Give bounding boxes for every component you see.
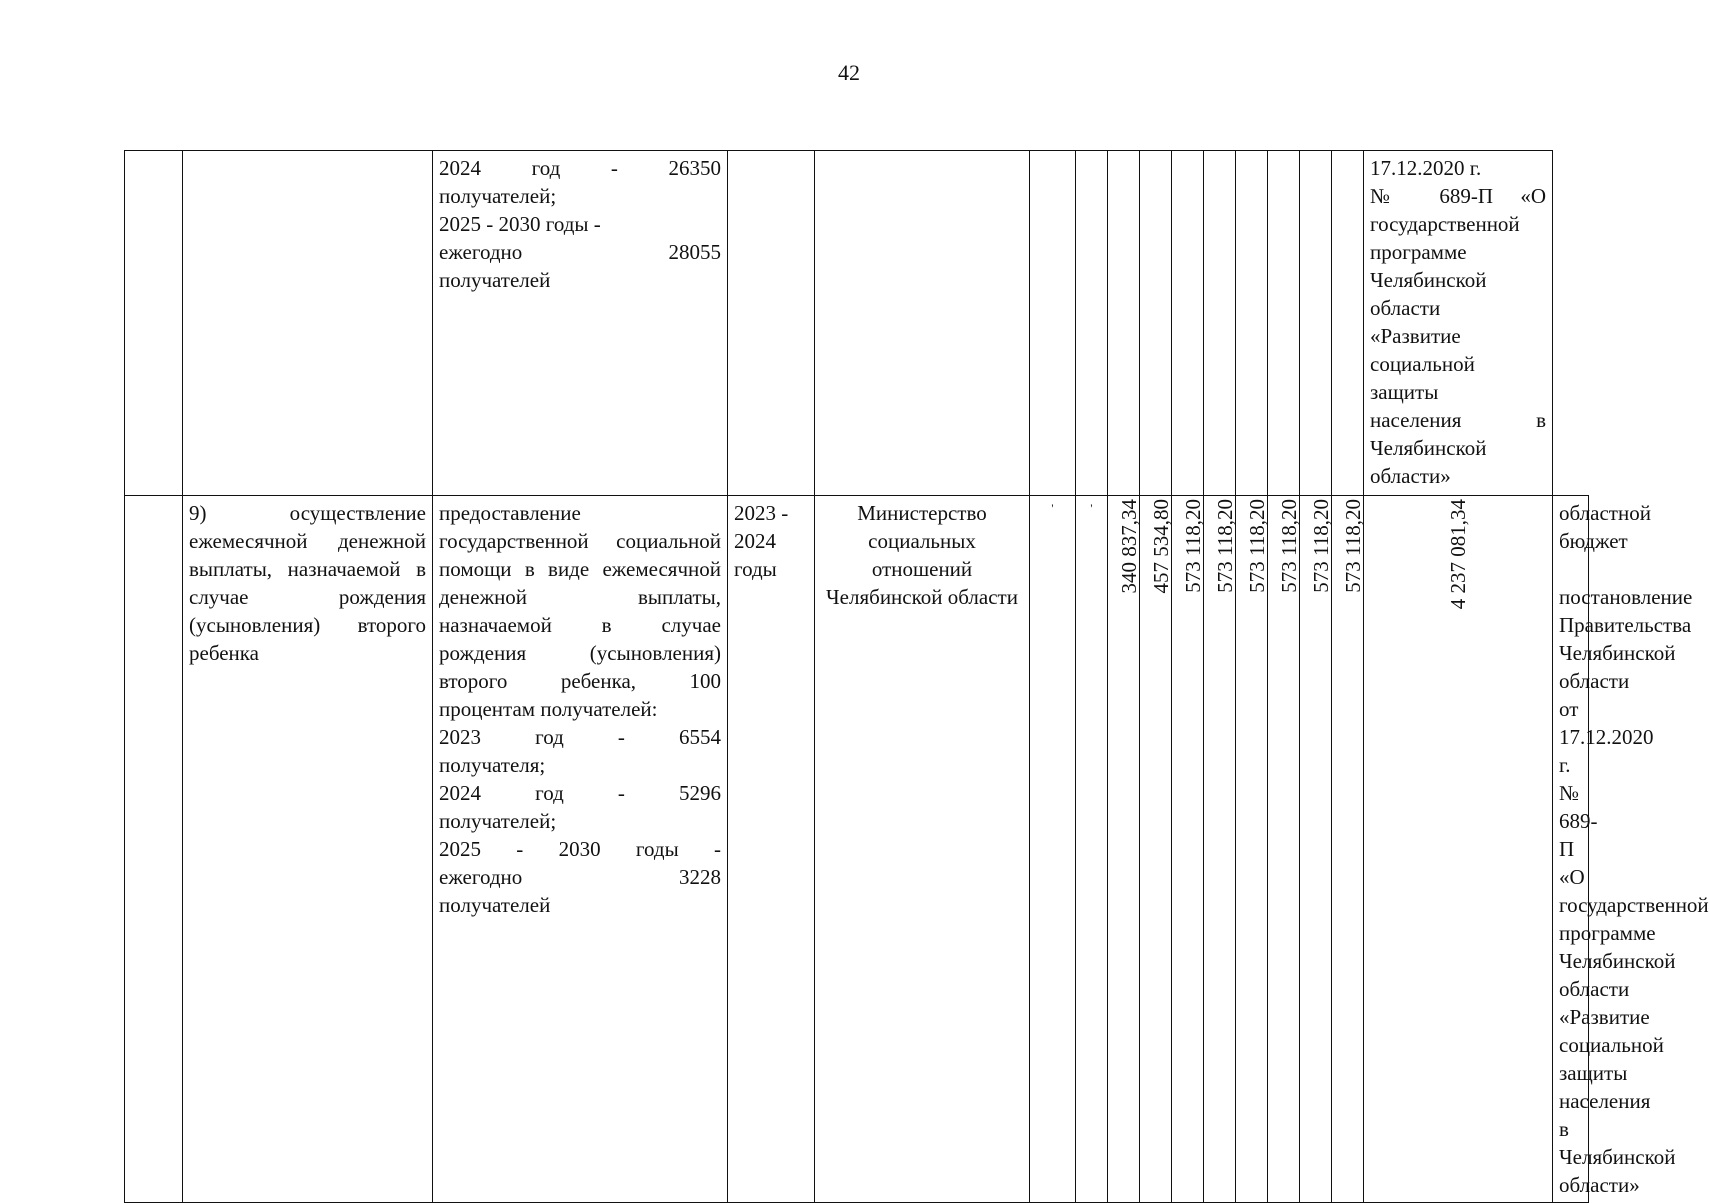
- basis-line: населения в: [1370, 408, 1546, 432]
- basis-line: Челябинской: [1370, 268, 1487, 292]
- mark-cell: [1030, 496, 1076, 1203]
- basis-line: «Развитие: [1559, 1005, 1650, 1029]
- amount-cell: [1108, 496, 1140, 1203]
- mark-cell: [1076, 496, 1108, 1203]
- dash-mark: ': [1090, 501, 1093, 515]
- basis-line: социальной: [1559, 1033, 1664, 1057]
- period-line: годы: [734, 557, 777, 581]
- basis-line: Челябинской: [1559, 641, 1676, 665]
- amount-cell: [1140, 151, 1172, 496]
- executor-cell: [815, 151, 1030, 496]
- basis-line: Челябинской: [1559, 1145, 1676, 1169]
- period-cell: [728, 496, 815, 1203]
- basis-line: Челябинской: [1370, 436, 1487, 460]
- table-row-continuation: [125, 151, 1589, 496]
- basis-line: постановление: [1559, 585, 1693, 609]
- amount-value: 573 118,20: [1245, 499, 1269, 593]
- amount-cell: [1268, 496, 1300, 1203]
- basis-line: области от: [1559, 669, 1630, 721]
- program-table: [124, 150, 1709, 1203]
- indicator-line: получателей: [439, 268, 551, 292]
- basis-line: 17.12.2020 г.: [1559, 725, 1654, 777]
- amount-cell: [1300, 151, 1332, 496]
- basis-line: «Развитие: [1370, 324, 1461, 348]
- number-cell: [125, 496, 183, 1203]
- basis-line: области: [1559, 977, 1630, 1001]
- amount-value: 340 837,34: [1117, 499, 1141, 594]
- amount-cell: [1172, 151, 1204, 496]
- amount-cell: [1236, 151, 1268, 496]
- amount-cell: [1204, 151, 1236, 496]
- basis-line: государственной: [1370, 212, 1520, 236]
- indicator-line: 2025 - 2030 годы -: [439, 837, 721, 861]
- indicator-line: ежегодно 28055: [439, 240, 721, 264]
- indicator-line: получателей;: [439, 184, 557, 208]
- period-cell: [728, 151, 815, 496]
- indicator-line: получателей: [439, 893, 551, 917]
- funding-source: областной бюджет: [1559, 501, 1651, 553]
- basis-line: области»: [1559, 1173, 1640, 1197]
- amount-cell-total: [1364, 496, 1553, 1203]
- indicator-cell: [433, 496, 728, 1203]
- basis-cell: [1364, 151, 1553, 496]
- number-cell: [125, 151, 183, 496]
- indicator-paragraph: предоставление государственной социальной помощи в виде ежемесячной денежной выплаты, назначаемой в случае рождения (усыновления) второго ребенка, 100 процентам получателей:: [439, 501, 721, 721]
- basis-line: населения в: [1559, 1089, 1651, 1141]
- indicator-line: 2025 - 2030 годы -: [439, 212, 601, 236]
- basis-line: программе: [1370, 240, 1467, 264]
- basis-line: защиты: [1370, 380, 1439, 404]
- amount-value: 457 534,80: [1149, 499, 1173, 594]
- amount-total-value: 4 237 081,34: [1446, 499, 1470, 610]
- indicator-cell: [433, 151, 728, 496]
- basis-line: № 689-П «О: [1370, 184, 1546, 208]
- basis-line: области»: [1370, 464, 1451, 488]
- indicator-line: ежегодно 3228: [439, 865, 721, 889]
- basis-line: социальной: [1370, 352, 1475, 376]
- amount-value: 573 118,20: [1341, 499, 1365, 593]
- dash-mark: ': [1051, 501, 1054, 515]
- amount-cell: [1204, 496, 1236, 1203]
- amount-value: 573 118,20: [1277, 499, 1301, 593]
- basis-line: области: [1370, 296, 1441, 320]
- amount-cell: [1332, 496, 1364, 1203]
- amount-cell: [1108, 151, 1140, 496]
- amount-value: 573 118,20: [1181, 499, 1205, 593]
- basis-line: 17.12.2020 г.: [1370, 156, 1482, 180]
- basis-line: защиты: [1559, 1061, 1628, 1085]
- event-cell: [183, 151, 433, 496]
- amount-value: 573 118,20: [1309, 499, 1333, 593]
- period-line: 2024: [734, 529, 776, 553]
- amount-cell: [1268, 151, 1300, 496]
- executor-cell: Министерство социальных отношений Челябинской области: [815, 496, 1030, 1203]
- period-line: 2023 -: [734, 501, 789, 525]
- table-row-9: [125, 496, 1589, 1203]
- amount-cell: [1300, 496, 1332, 1203]
- indicator-line: 2023 год - 6554: [439, 725, 721, 749]
- amount-cell: [1236, 496, 1268, 1203]
- basis-line: программе: [1559, 921, 1656, 945]
- basis-line: государственной: [1559, 893, 1709, 917]
- amount-cell: [1172, 496, 1204, 1203]
- basis-line: № 689-П «О: [1559, 781, 1598, 889]
- amount-value: 573 118,20: [1213, 499, 1237, 593]
- basis-cell: [1553, 496, 1709, 1203]
- basis-line: Челябинской: [1559, 949, 1676, 973]
- event-cell: 9) осуществление ежемесячной денежной выплаты, назначаемой в случае рождения (усыновления) второго ребенка: [183, 496, 433, 1203]
- page-number: 42: [838, 60, 860, 85]
- amount-cell: [1140, 496, 1172, 1203]
- mark-cell: [1030, 151, 1076, 496]
- indicator-line: получателя;: [439, 753, 546, 777]
- mark-cell: [1076, 151, 1108, 496]
- amount-cell: [1332, 151, 1364, 496]
- basis-line: Правительства: [1559, 613, 1692, 637]
- indicator-line: 2024 год - 26350: [439, 156, 721, 180]
- indicator-line: получателей;: [439, 809, 557, 833]
- indicator-line: 2024 год - 5296: [439, 781, 721, 805]
